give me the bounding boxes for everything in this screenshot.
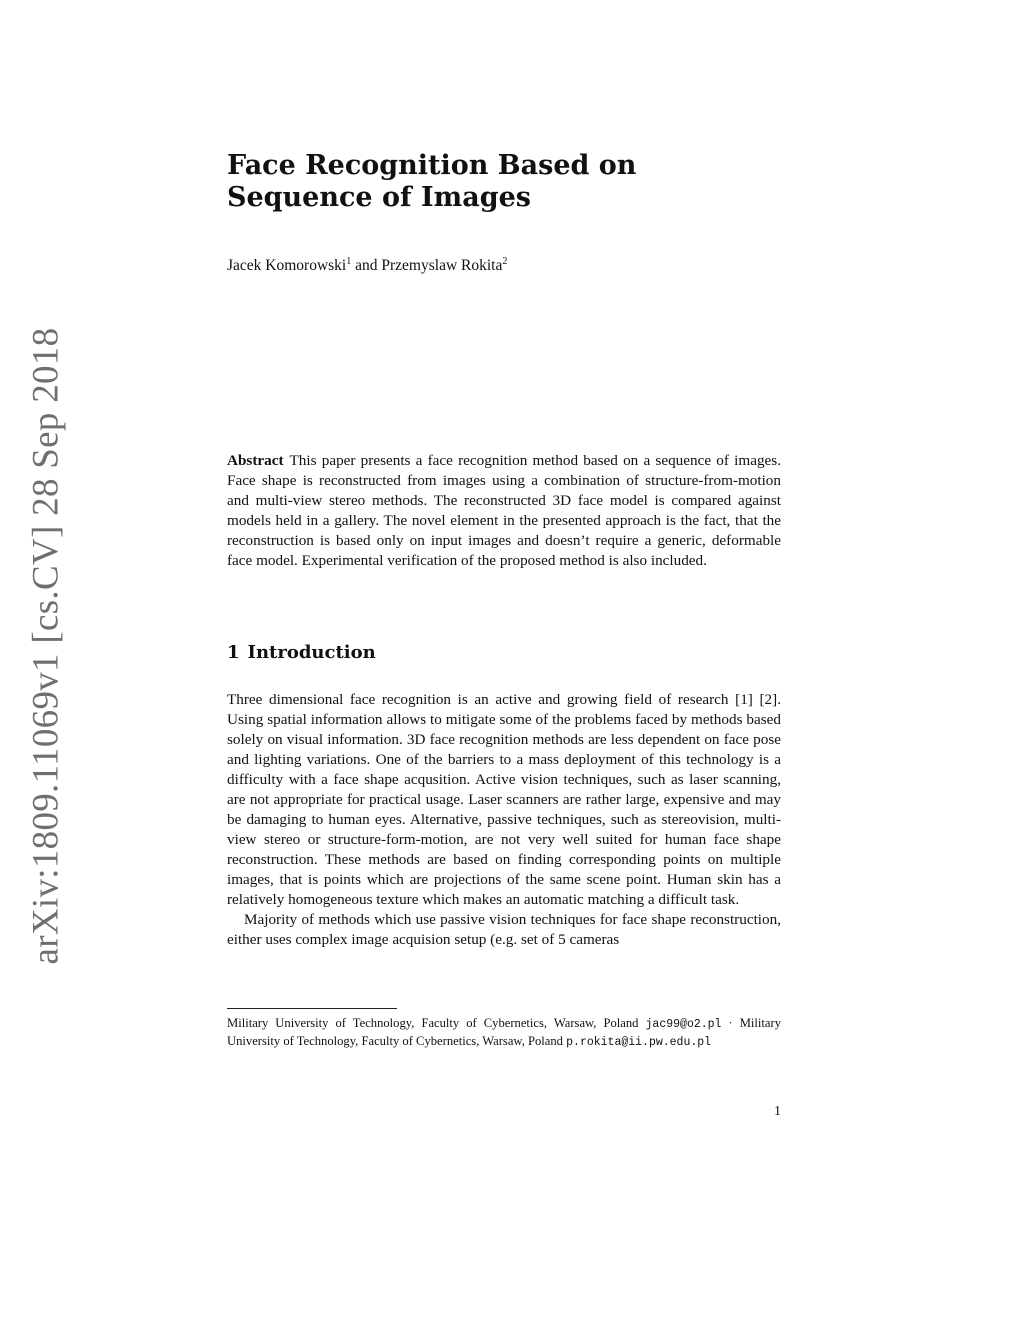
body-paragraph: Three dimensional face recognition is an active and growing field of research [1] [2]. Using spatial information allows to mitigate some of the problems faced by methods based solely on visual information. 3D face recognition methods are less dependent on face pose and lighting variations. One of the barriers to a mass deployment of this technology is a difficulty with a face shape acqusition. Active vision techniques, such as laser scanning, are not appropriate for practical usage. Laser scanners are rather large, expensive and may be damaging to human eyes. Alternative, passive techniques, such as stereovision, multi-view stereo or structure-form-motion, are not very well suited for human face shape reconstruction. These methods are based on finding corresponding points on multiple images, that is points which are projections of the same scene point. Human skin has a relatively homogeneous texture which makes an automatic matching a difficult task. [227, 691, 781, 908]
paper-title: Face Recognition Based on Sequence of Images [227, 150, 637, 213]
author-connector: and [351, 257, 382, 275]
affiliation-footnote [227, 1015, 781, 1051]
section-title: Introduction [247, 642, 376, 663]
introduction-body [227, 690, 781, 950]
abstract [227, 451, 781, 571]
abstract-label: Abstract [227, 452, 284, 469]
page-number: 1 [774, 1104, 781, 1119]
abstract-text: This paper presents a face recognition method based on a sequence of images. Face shape is reconstructed from images using a combination of structure-from-motion and multi-view stereo methods. The reconstructed 3D face model is compared against models held in a gallery. The novel element in the presented approach is the fact, that the reconstruction is based only on input images and doesn’t require a generic, deformable face model. Experimental verification of the proposed method is also included. [227, 452, 781, 569]
body-paragraph: Majority of methods which use passive vision techniques for face shape reconstruction, either uses complex image acquision setup (e.g. set of 5 cameras [227, 911, 781, 948]
section-heading [227, 642, 781, 664]
affiliation-text: Military University of Technology, Faculty of Cybernetics, Warsaw, Poland [227, 1016, 781, 1048]
footnote-separator: · [721, 1016, 740, 1030]
author-line [227, 252, 781, 276]
footnote-divider [227, 1008, 397, 1009]
author-name: Przemyslaw Rokita [381, 257, 503, 275]
email-address: jac99@o2.pl [645, 1018, 722, 1031]
arxiv-identifier-stamp: arXiv:1809.11069v1 [cs.CV] 28 Sep 2018 [25, 327, 67, 965]
section-number: 1 [227, 642, 240, 663]
affiliation-text: Military University of Technology, Faculty of Cybernetics, Warsaw, Poland [227, 1016, 639, 1030]
affiliation-marker: 1 [346, 256, 352, 267]
affiliation-marker: 2 [502, 256, 508, 267]
author-name: Jacek Komorowski [227, 257, 347, 275]
email-address: p.rokita@ii.pw.edu.pl [566, 1036, 712, 1049]
